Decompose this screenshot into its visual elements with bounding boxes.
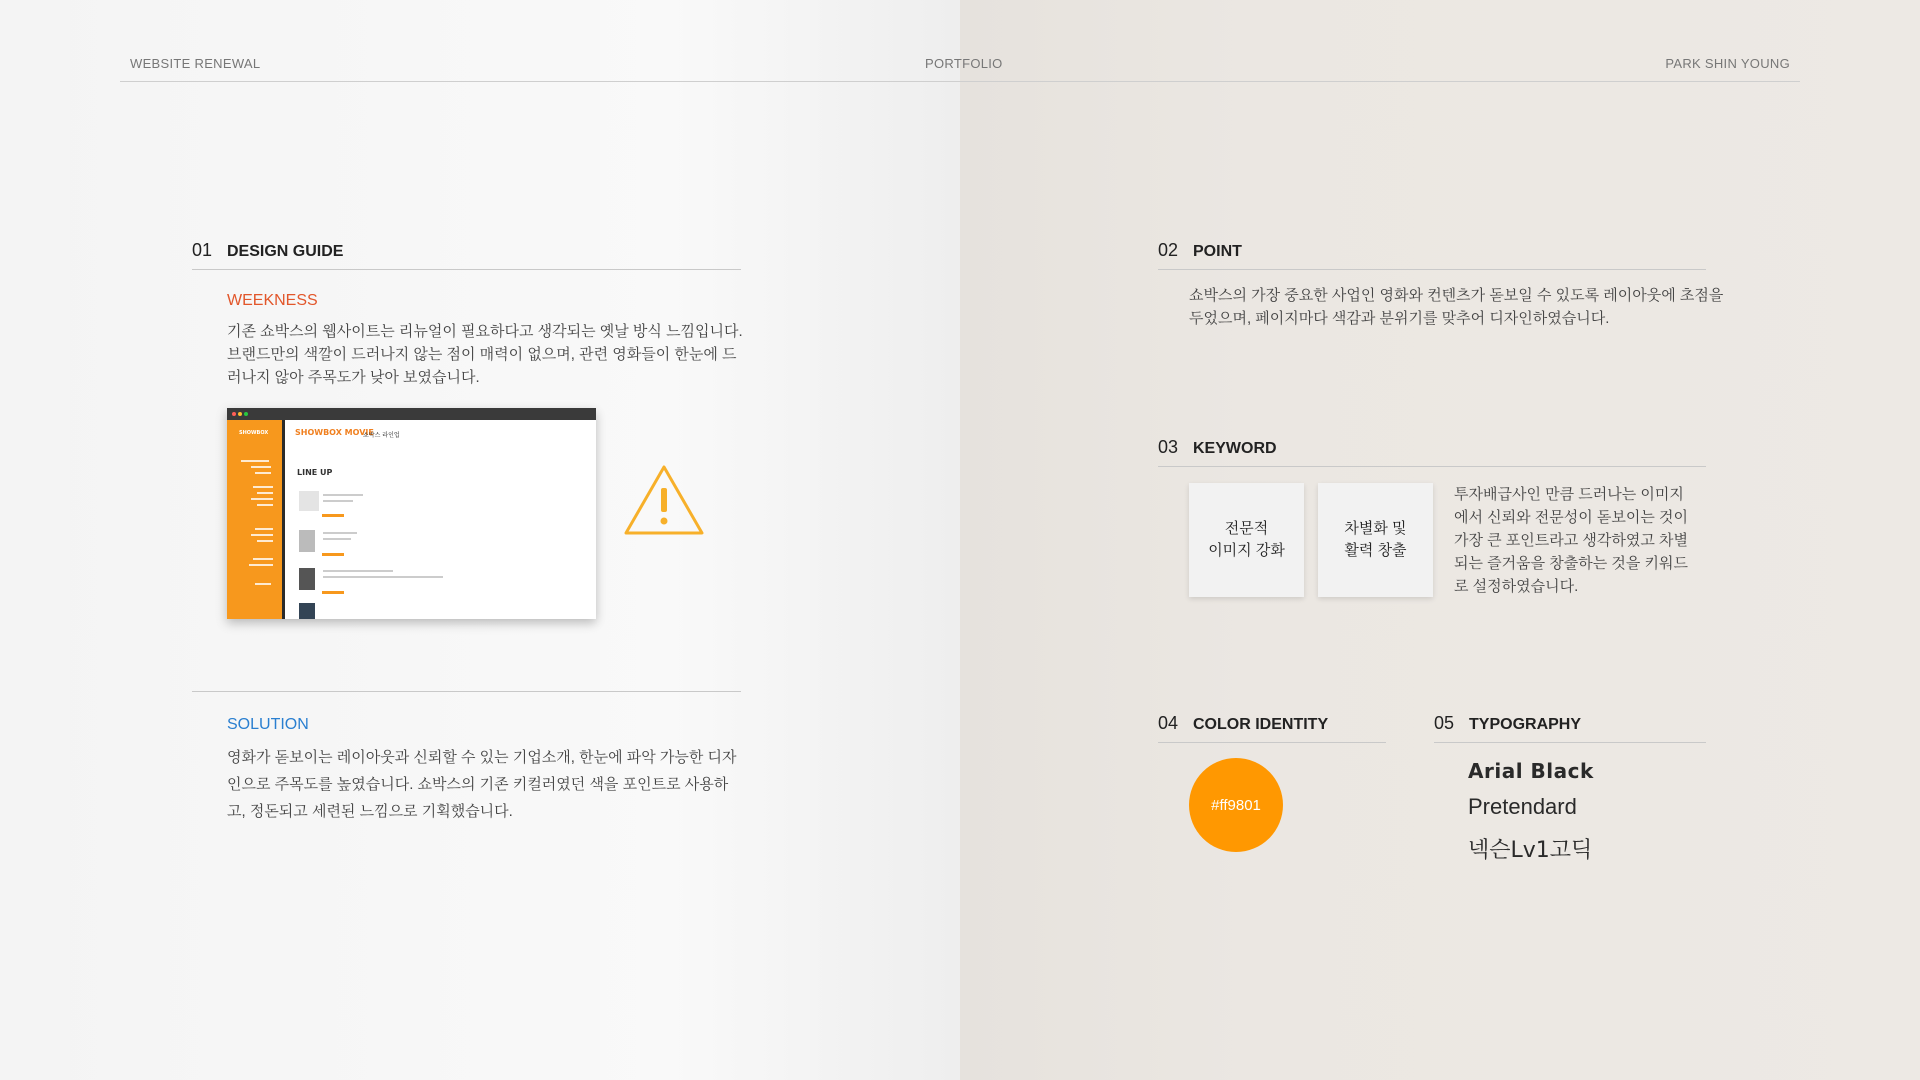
solution-text: [227, 744, 737, 825]
browser-maximize-dot: [244, 412, 248, 416]
weakness-line: 러나지 않아 주목도가 낮아 보였습니다.: [227, 369, 480, 386]
warning-triangle-icon: [623, 464, 705, 536]
keyword-card-label: 차별화 및 활력 창출: [1344, 520, 1407, 559]
point-text: [1189, 284, 1723, 330]
section-title: TYPOGRAPHY: [1469, 716, 1582, 733]
weakness-line: 기존 쇼박스의 웹사이트는 리뉴얼이 필요하다고 생각되는 옛날 방식 느낌입니다.: [227, 323, 743, 340]
screenshot-text-line: [323, 576, 443, 578]
section-divider: [192, 691, 741, 692]
screenshot-thumbnail: [299, 603, 315, 619]
keyword-line: 로 설정하였습니다.: [1454, 578, 1579, 595]
old-website-screenshot: [227, 408, 596, 619]
screenshot-menu-line: [251, 466, 271, 468]
screenshot-section-title: LINE UP: [297, 468, 333, 477]
weakness-label: WEEKNESS: [227, 292, 318, 309]
section-title: POINT: [1193, 243, 1242, 260]
section-number: 02: [1158, 240, 1179, 260]
screenshot-thumbnail: [299, 530, 315, 552]
right-page: [960, 0, 1920, 1080]
screenshot-menu-line: [249, 564, 273, 566]
weakness-text: [227, 320, 743, 389]
section-design-guide-header: [192, 240, 741, 270]
browser-close-dot: [232, 412, 236, 416]
screenshot-tag: [322, 553, 344, 556]
keyword-line: 에서 신뢰와 전문성이 돋보이는 것이: [1454, 509, 1689, 526]
solution-line: 고, 정돈되고 세련된 느낌으로 기획했습니다.: [227, 803, 513, 820]
screenshot-sidebar: [227, 420, 282, 619]
screenshot-text-line: [323, 494, 363, 496]
solution-label: SOLUTION: [227, 716, 309, 733]
keyword-line: 되는 즐거움을 창출하는 것을 키워드: [1454, 555, 1689, 572]
section-title: DESIGN GUIDE: [227, 243, 344, 260]
screenshot-tag: [322, 514, 344, 517]
solution-line: 인으로 주목도를 높였습니다. 쇼박스의 기존 키컬러였던 색을 포인트로 사용하: [227, 776, 729, 793]
solution-line: 영화가 돋보이는 레이아웃과 신뢰할 수 있는 기업소개, 한눈에 파악 가능한 디자: [227, 749, 737, 766]
font-sample-nexon-gothic: 넥슨Lv1고딕: [1468, 838, 1593, 863]
screenshot-menu-line: [253, 486, 273, 488]
keyword-card-differentiation: [1318, 483, 1433, 597]
keyword-line: 가장 큰 포인트라고 생각하였고 차별: [1454, 532, 1689, 549]
section-typography-header: [1434, 713, 1706, 743]
point-line: 두었으며, 페이지마다 색감과 분위기를 맞추어 디자인하였습니다.: [1189, 310, 1610, 327]
section-number: 05: [1434, 713, 1455, 733]
screenshot-menu-line: [241, 460, 269, 462]
browser-minimize-dot: [238, 412, 242, 416]
screenshot-menu-line: [253, 558, 273, 560]
screenshot-text-line: [323, 538, 351, 540]
weakness-line: 브랜드만의 색깔이 드러나지 않는 점이 매력이 없으며, 관련 영화들이 한눈에 드: [227, 346, 737, 363]
screenshot-menu-line: [255, 583, 271, 585]
point-line: 쇼박스의 가장 중요한 사업인 영화와 컨텐츠가 돋보일 수 있도록 레이아웃에 초점을: [1189, 287, 1724, 304]
screenshot-menu-line: [257, 504, 273, 506]
section-point-header: [1158, 240, 1706, 270]
screenshot-logo: SHOWBOX: [239, 430, 269, 436]
keyword-line: 투자배급사인 만큼 드러나는 이미지: [1454, 486, 1684, 503]
keyword-text: [1454, 483, 1688, 598]
screenshot-brand-title: SHOWBOX MOVIE: [295, 428, 374, 437]
screenshot-text-line: [323, 500, 353, 502]
keyword-card-professional: [1189, 483, 1304, 597]
font-sample-arial-black: Arial Black: [1468, 759, 1594, 783]
color-swatch: [1189, 758, 1283, 852]
section-color-identity-header: [1158, 713, 1386, 743]
section-number: 04: [1158, 713, 1179, 733]
screenshot-menu-line: [251, 498, 273, 500]
screenshot-menu-line: [257, 492, 273, 494]
section-title: KEYWORD: [1193, 440, 1277, 457]
section-number: 03: [1158, 437, 1179, 457]
keyword-card-label: 전문적 이미지 강화: [1208, 520, 1285, 559]
screenshot-menu-line: [257, 540, 273, 542]
screenshot-thumbnail: [299, 491, 319, 511]
section-number: 01: [192, 240, 213, 260]
screenshot-text-line: [323, 532, 357, 534]
section-keyword-header: [1158, 437, 1706, 467]
header-author-name: PARK SHIN YOUNG: [1665, 56, 1790, 71]
screenshot-menu-line: [255, 528, 273, 530]
header-project-title: WEBSITE RENEWAL: [130, 56, 261, 71]
font-sample-pretendard: Pretendard: [1468, 794, 1577, 819]
screenshot-thumbnail: [299, 568, 315, 590]
browser-toolbar: [227, 408, 596, 420]
running-header: [120, 56, 1800, 82]
color-swatch-label: #ff9801: [1211, 796, 1261, 814]
screenshot-brand-subtitle: 쇼박스 라인업: [363, 432, 400, 439]
section-title: COLOR IDENTITY: [1193, 716, 1329, 733]
screenshot-sidebar-divider: [282, 420, 285, 619]
screenshot-menu-line: [255, 472, 271, 474]
screenshot-menu-line: [251, 534, 273, 536]
screenshot-text-line: [323, 570, 393, 572]
header-portfolio-label: PORTFOLIO: [925, 56, 1003, 71]
screenshot-tag: [322, 591, 344, 594]
